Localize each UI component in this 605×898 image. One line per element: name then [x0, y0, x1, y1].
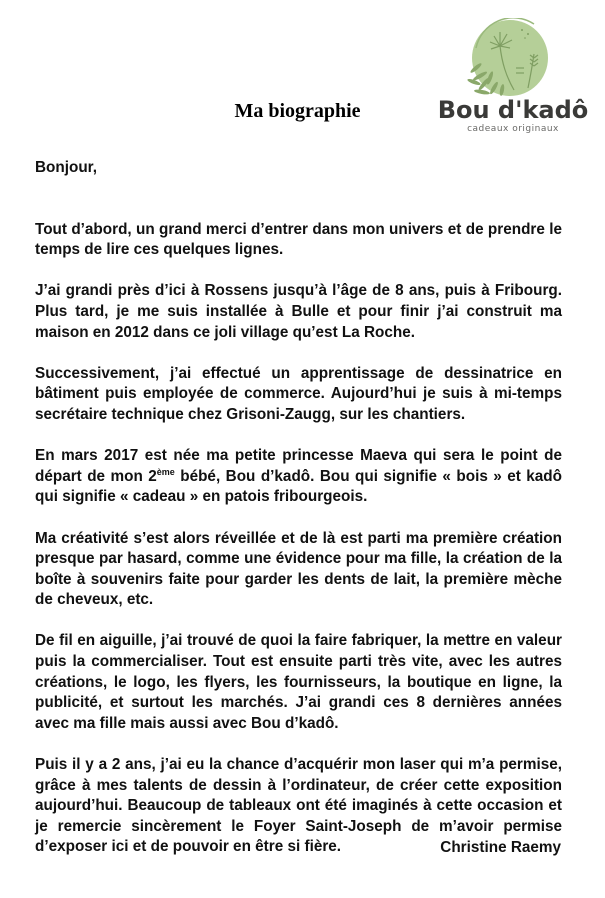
paragraph-maeva-after: bébé, Bou d’kadô. Bou qui signifie « bois » et kadô qui signifie « cadeau » en patois fribourgeois. — [35, 467, 562, 506]
paragraph-laser: Puis il y a 2 ans, j’ai eu la chance d’acquérir mon laser qui m’a permise, grâce à mes talents de dessin à l’ordinateur, de créer cette exposition aujourd’hui. Beaucoup de tableaux ont été imaginés à cette occasion et je remercie sincèrement le Foyer Saint-Joseph de m’avoir permise d’exposer ici et de pouvoir en être si fière. — [35, 756, 562, 856]
brand-logo — [424, 18, 594, 133]
paragraph-childhood: J’ai grandi près d’ici à Rossens jusqu’à l’âge de 8 ans, puis à Fribourg. Plus tard, je me suis installée à Bulle et pour finir j’ai construit ma maison en 2012 dans ce joli village qu’est La Roche. — [35, 282, 562, 341]
document-body — [35, 158, 562, 879]
document-title: Ma biographie — [234, 100, 361, 122]
signature: Christine Raemy — [440, 839, 561, 856]
paragraph-growth: De fil en aiguille, j’ai trouvé de quoi la faire fabriquer, la mettre en valeur puis la commercialiser. Tout est ensuite parti très vite, avec les autres créations, le logo, les flyers, les fournisseurs, la boutique en ligne, la publicité, et surtout les marchés. J’ai grandi ces 8 dernières années avec ma fille mais aussi avec Bou d’kadô. — [35, 632, 562, 732]
paragraph-maeva — [35, 446, 562, 508]
logo-name: Bou d'kadô — [437, 96, 589, 124]
logo-tagline: cadeaux originaux — [467, 124, 559, 134]
ordinal-superscript: ème — [156, 466, 175, 477]
paragraph-intro: Tout d’abord, un grand merci d’entrer dans mon univers et de prendre le temps de lire ces quelques lignes. — [35, 220, 562, 259]
greeting: Bonjour, — [35, 159, 98, 176]
paragraph-creativity: Ma créativité s’est alors réveillée et de là est parti ma première création presque par hasard, comme une évidence pour ma fille, la création de la boîte à souvenirs faite pour garder les dents de lait, la première mèche de cheveux, etc. — [35, 529, 562, 609]
paragraph-maeva-before: En mars 2017 est née ma petite princesse Maeva qui sera le point de départ de mon 2 — [35, 447, 562, 485]
leaf-circle-logo-icon — [424, 18, 594, 103]
paragraph-career: Successivement, j’ai effectué un apprentissage de dessinatrice en bâtiment puis employée de commerce. Aujourd’hui je suis à mi-temps secrétaire technique chez Grisoni-Zaugg, sur les chantiers. — [35, 364, 562, 423]
